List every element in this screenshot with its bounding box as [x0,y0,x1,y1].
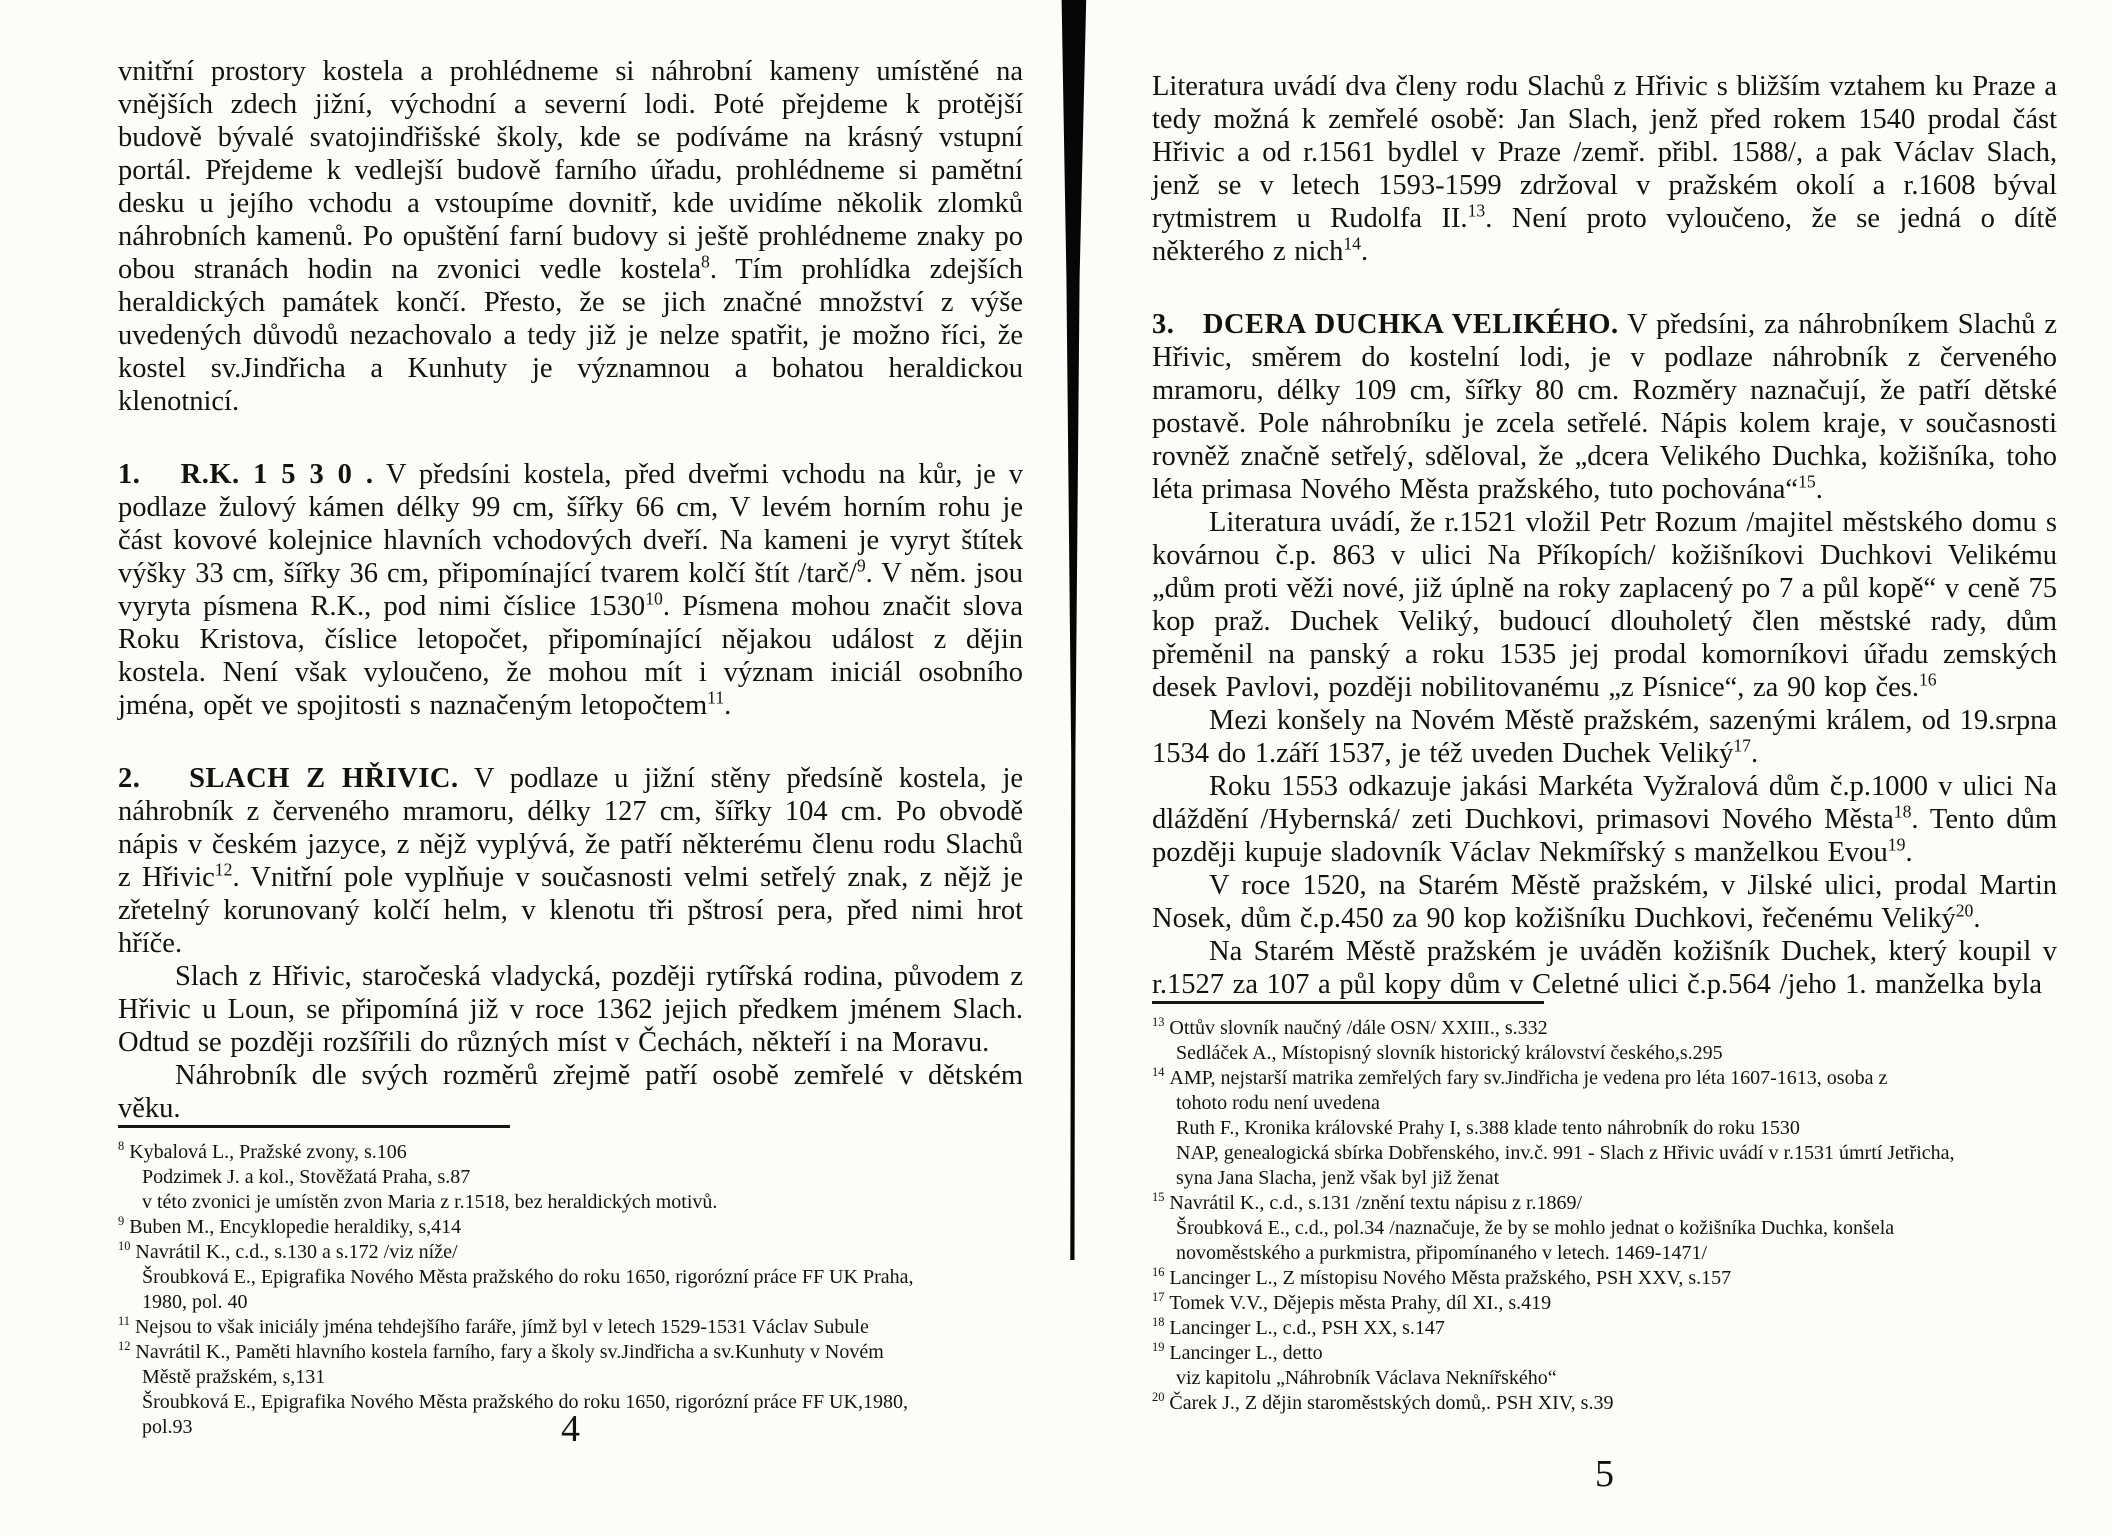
footnote-line: NAP, genealogická sbírka Dobřenského, inv.č. 991 - Slach z Hřivic uvádí v r.1531 úmrtí Jetřicha, [1176,1142,1955,1164]
footnote-reference: 12 [214,859,233,880]
footnote-line: $^{10}$ Navrátil K., c.d., s.130 a s.172 /viz níže/ [118,1239,458,1263]
footnote-reference: 19 [1887,834,1906,855]
footnote-line: v této zvonici je umístěn zvon Maria z r.1518, bez heraldických motivů. [142,1191,718,1213]
left-page-footnotes [118,1125,1023,1440]
footnote-line: novoměstského a purkmistra, připomínaného v letech. 1469-1471/ [1176,1242,1708,1264]
footnote-reference: 16 [1918,669,1937,690]
footnote-line: $^9$ Buben M., Encyklopedie heraldiky, s,414 [118,1214,462,1238]
footnote-line: $^{17}$ Tomek V.V., Dějepis města Prahy, díl XI., s.419 [1152,1290,1552,1314]
footnote-marker: 10 [118,1239,131,1254]
right-page-footnotes [1152,1001,2057,1416]
footnote-line: $^{12}$ Navrátil K., Paměti hlavního kostela farního, fary a školy sv.Jindřicha a sv.Kunhuty v Novém [118,1339,884,1363]
section-heading: 2. SLACH Z HŘIVIC. [118,763,459,794]
footnote-marker: 17 [1152,1290,1165,1305]
footnote-line: 1980, pol. 40 [142,1291,248,1313]
footnote-line: $^{18}$ Lancinger L., c.d., PSH XX, s.147 [1152,1315,1445,1339]
footnote-line: $^{15}$ Navrátil K., c.d., s.131 /znění textu nápisu z r.1869/ [1152,1190,1583,1214]
footnote-separator-rule [118,1125,510,1128]
footnote-marker: 8 [118,1139,125,1154]
section-paragraph: 2. SLACH Z HŘIVIC. V podlaze u jižní stěny předsíně kostela, je náhrobník z červeného mramoru, délky 127 cm, šířky 104 cm. Po obvodě nápis v českém jazyce, z nějž vyplývá, že patří některému členu rodu Slachů z Hřivic$^{12}$. Vnitřní pole vyplňuje v současnosti velmi setřelý znak, z nějž je zřetelný korunovaný kolčí helm, v klenotu tři pštrosí pera, před nimi hrot hříče. [118,763,1024,959]
section-heading: 1. R.K. 1 5 3 0 . [118,459,374,490]
page-number: 5 [1595,1453,1614,1495]
footnote-reference: 15 [1798,471,1816,492]
footnote-line: Šroubková E., c.d., pol.34 /naznačuje, že by se mohlo jednat o kožišníka Duchka, konšela [1176,1217,1895,1239]
footnote-reference: 13 [1467,200,1486,221]
footnote-line: Městě pražském, s,131 [142,1366,326,1388]
section-paragraph: 3. DCERA DUCHKA VELIKÉHO. V předsíni, za náhrobníkem Slachů z Hřivic, směrem do kostelní lodi, je v podlaze náhrobník z červeného mramoru, délky 109 cm, šířky 80 cm. Rozměry naznačují, že patří dětské postavě. Pole náhrobníku je zcela setřelé. Nápis kolem kraje, v současnosti rovněž značně setřelý, sděloval, že „dcera Velikého Duchka, kožišníka, toho léta primasa Nového Města pražského, tuto pochována“$^{15}$. [1152,309,2058,505]
body-paragraph: vnitřní prostory kostela a prohlédneme si náhrobní kameny umístěné na vnějších zdech jižní, východní a severní lodi. Poté přejdeme k protější budově bývalé svatojindřišské školy, kde se podíváme na krásný vstupní portál. Přejdeme k vedlejší budově farního úřadu, prohlédneme si pamětní desku u jejího vchodu a vstoupíme dovnitř, kde uvidíme několik zlomků náhrobních kamenů. Po opuštění farní budovy si ještě prohlédneme znaky po obou stranách hodin na zvonici vedle kostela$^8$. Tím prohlídka zdejších heraldických památek končí. Přesto, že se jich značné množství z výše uvedených důvodů nezachovalo a tedy již je nelze spatřit, je možno říci, že kostel sv.Jindřicha a Kunhuty je významnou a bohatou heraldickou klenotnicí. [118,56,1023,417]
footnote-line: pol.93 [142,1416,193,1438]
footnote-reference: 11 [707,687,725,708]
footnote-line: $^{16}$ Lancinger L., Z místopisu Nového Města pražského, PSH XXV, s.157 [1152,1265,1732,1289]
footnote-line: $^8$ Kybalová L., Pražské zvony, s.106 [118,1139,407,1163]
body-paragraph: Slach z Hřivic, staročeská vladycká, později rytířská rodina, původem z Hřivic u Loun, se připomíná již v roce 1362 jejich předkem jménem Slach. Odtud se později rozšířili do různých míst v Čechách, někteří i na Moravu. [118,961,1023,1058]
footnote-reference: 17 [1733,735,1751,756]
footnote-separator-rule [1152,1001,1544,1004]
body-paragraph: Náhrobník dle svých rozměrů zřejmě patří osobě zemřelé v dětském věku. [118,1060,1023,1124]
body-paragraph: Mezi konšely na Novém Městě pražském, sazenými králem, od 19.srpna 1534 do 1.září 1537, je též uveden Duchek Veliký$^{17}$. [1152,705,2057,769]
footnote-line: Ruth F., Kronika královské Prahy I, s.388 klade tento náhrobník do roku 1530 [1176,1117,1800,1139]
body-paragraph: Literatura uvádí dva členy rodu Slachů z Hřivic s bližším vztahem ku Praze a tedy možná k zemřelé osobě: Jan Slach, jenž před rokem 1540 prodal část Hřivic a od r.1561 bydlel v Praze /zemř. přibl. 1588/, a pak Václav Slach, jenž se v letech 1593-1599 zdržoval v pražském okolí a r.1608 býval rytmistrem u Rudolfa II.$^{13}$. Není proto vyloučeno, že se jedná o dítě některého z nich$^{14}$. [1152,71,2057,267]
footnote-line: Šroubková E., Epigrafika Nového Města pražského do roku 1650, rigorózní práce FF UK Praha, [142,1266,914,1288]
footnote-line: $^{14}$ AMP, nejstarší matrika zemřelých fary sv.Jindřicha je vedena pro léta 1607-1613, osoba z [1152,1065,1888,1089]
body-paragraph: Literatura uvádí, že r.1521 vložil Petr Rozum /majitel městského domu s kovárnou č.p. 863 v ulici Na Příkopích/ kožišníkovi Duchkovi Velikému „dům proti věži nové, již úplně na roky zaplacený po 7 a půl kopě“ v ceně 75 kop praž. Duchek Veliký, budoucí dlouholetý člen městské rady, dům přeměnil na panský a roku 1535 jej prodal komorníkovi úřadu zemských desek Pavlovi, později nobilitovanému „z Písnice“, za 90 kop čes.$^{16}$ [1152,507,2057,703]
footnote-reference: 14 [1343,233,1361,254]
footnote-marker: 11 [118,1314,130,1329]
footnote-line: $^{20}$ Čarek J., Z dějin staroměstských domů,. PSH XIV, s.39 [1152,1390,1614,1414]
footnote-marker: 16 [1152,1265,1165,1280]
footnote-marker: 13 [1152,1015,1165,1030]
left-page-text [118,55,1023,1125]
footnote-line: Šroubková E., Epigrafika Nového Města pražského do roku 1650, rigorózní práce FF UK,1980, [142,1391,908,1413]
body-paragraph: V roce 1520, na Starém Městě pražském, v Jilské ulici, prodal Martin Nosek, dům č.p.450 za 90 kop kožišníku Duchkovi, řečenému Veliký$^{20}$. [1152,870,2057,934]
footnote-marker: 15 [1152,1190,1165,1205]
footnote-marker: 19 [1152,1340,1165,1355]
footnote-marker: 9 [118,1214,125,1229]
left-page [118,55,1024,1450]
footnote-line: viz kapitolu „Náhrobník Václava Neknířského“ [1176,1367,1557,1389]
body-paragraph: Roku 1553 odkazuje jakási Markéta Vyžralová dům č.p.1000 v ulici Na dláždění /Hybernská/ zeti Duchkovi, primasovi Nového Města$^{18}$. Tento dům později kupuje sladovník Václav Nekmířský s manželkou Evou$^{19}$. [1152,771,2057,868]
footnote-line: $^{11}$ Nejsou to však iniciály jména tehdejšího faráře, jímž byl v letech 1529-1531 Václav Subule [118,1314,869,1338]
section-paragraph: 1. R.K. 1 5 3 0 . V předsíni kostela, před dveřmi vchodu na kůr, je v podlaze žulový kámen délky 99 cm, šířky 66 cm, V levém horním rohu je část kovové kolejnice hlavních vchodových dveří. Na kameni je vyryt štítek výšky 33 cm, šířky 36 cm, připomínající tvarem kolčí štít /tarč/$^9$. V něm. jsou vyryta písmena R.K., pod nimi číslice 1530$^{10}$. Písmena mohou značit slova Roku Kristova, číslice letopočet, připomínající nějakou událost z dějin kostela. Není však vyloučeno, že mohou mít i význam iniciál osobního jména, opět ve spojitosti s naznačeným letopočtem$^{11}$. [118,459,1024,721]
page-number: 4 [561,1408,580,1450]
footnote-marker: 14 [1152,1065,1165,1080]
footnote-reference: 10 [645,588,663,609]
footnote-marker: 12 [118,1339,131,1354]
footnote-reference: 8 [701,251,710,272]
footnote-reference: 20 [1955,900,1974,921]
footnote-line: Podzimek J. a kol., Stověžatá Praha, s.87 [142,1166,471,1188]
right-page [1152,70,2058,1495]
footnote-reference: 18 [1893,801,1912,822]
section-heading: 3. DCERA DUCHKA VELIKÉHO. [1152,309,1619,340]
footnote-line: $^{19}$ Lancinger L., detto [1152,1340,1323,1364]
footnote-line: tohoto rodu není uvedena [1176,1092,1380,1114]
footnote-reference: 9 [856,555,866,576]
binding-shadow-artifact [1058,0,1088,1260]
footnote-line: Sedláček A., Místopisný slovník historický království českého,s.295 [1176,1042,1723,1064]
body-paragraph: Na Starém Městě pražském je uváděn kožišník Duchek, který koupil v r.1527 za 107 a půl kopy dům v Celetné ulici č.p.564 /jeho 1. manželka byla [1152,936,2057,1000]
footnote-marker: 18 [1152,1315,1165,1330]
right-page-text [1152,70,2057,1001]
footnote-line: $^{13}$ Ottův slovník naučný /dále OSN/ XXIII., s.332 [1152,1015,1548,1039]
footnote-line: syna Jana Slacha, jenž však byl již ženat [1176,1167,1500,1189]
footnote-marker: 20 [1152,1390,1165,1405]
